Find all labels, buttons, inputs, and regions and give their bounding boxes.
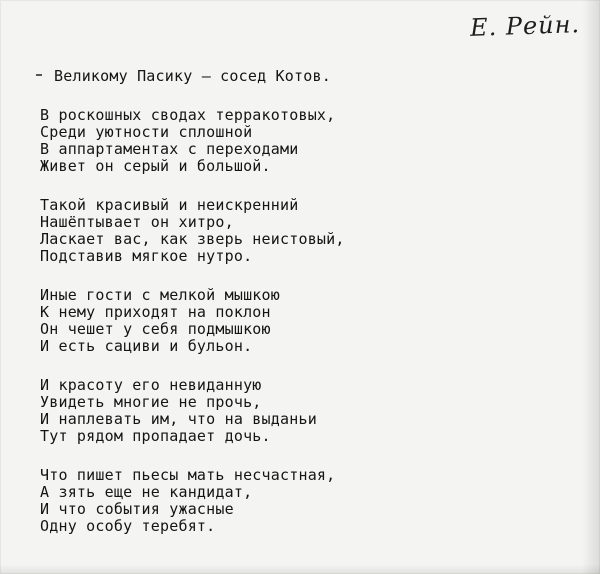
poem-title-text: Великому Пасику – сосед Котов. <box>54 67 331 85</box>
poem-title <box>54 68 345 85</box>
stanza-4 <box>40 377 345 445</box>
stanza-line: Среди уютности сплошной <box>40 123 253 141</box>
handwritten-author-signature: Е. Рейн. <box>469 10 581 42</box>
poem <box>40 68 345 535</box>
page-bottom-shadow <box>0 564 600 574</box>
stanza-line: И наплевать им, что на выданьи <box>40 410 317 428</box>
stanza-line: И красоту его невиданную <box>40 376 262 394</box>
stanza-line: Что пишет пьесы мать несчастная, <box>40 466 336 484</box>
stanza-line: Подставив мягкое нутро. <box>40 247 253 265</box>
stanza-line: В роскошных сводах терракотовых, <box>40 106 336 124</box>
stanza-line: Ласкает вас, как зверь неистовый, <box>40 230 345 248</box>
stanza-1 <box>40 107 345 175</box>
stanza-line: Такой красивый и неискренний <box>40 196 299 214</box>
stanza-line: Тут рядом пропадает дочь. <box>40 427 271 445</box>
stanza-line: К нему приходят на поклон <box>40 303 271 321</box>
page-edge-shadow <box>582 0 600 574</box>
stanza-line: Живет он серый и большой. <box>40 157 271 175</box>
stanza-2 <box>40 197 345 265</box>
stanza-line: Одну особу теребят. <box>40 517 216 535</box>
stanza-3 <box>40 287 345 355</box>
margin-mark <box>36 74 42 76</box>
stanza-line: А зять еще не кандидат, <box>40 483 253 501</box>
stanza-line: В аппартаментах с переходами <box>40 140 299 158</box>
stanza-5 <box>40 467 345 535</box>
stanza-line: Увидеть многие не прочь, <box>40 393 262 411</box>
stanza-line: И есть сациви и бульон. <box>40 337 253 355</box>
stanza-line: Он чешет у себя подмышкою <box>40 320 271 338</box>
stanza-line: Нашёптывает он хитро, <box>40 213 234 231</box>
stanza-line: Иные гости с мелкой мышкою <box>40 286 280 304</box>
stanza-line: И что события ужасные <box>40 500 234 518</box>
